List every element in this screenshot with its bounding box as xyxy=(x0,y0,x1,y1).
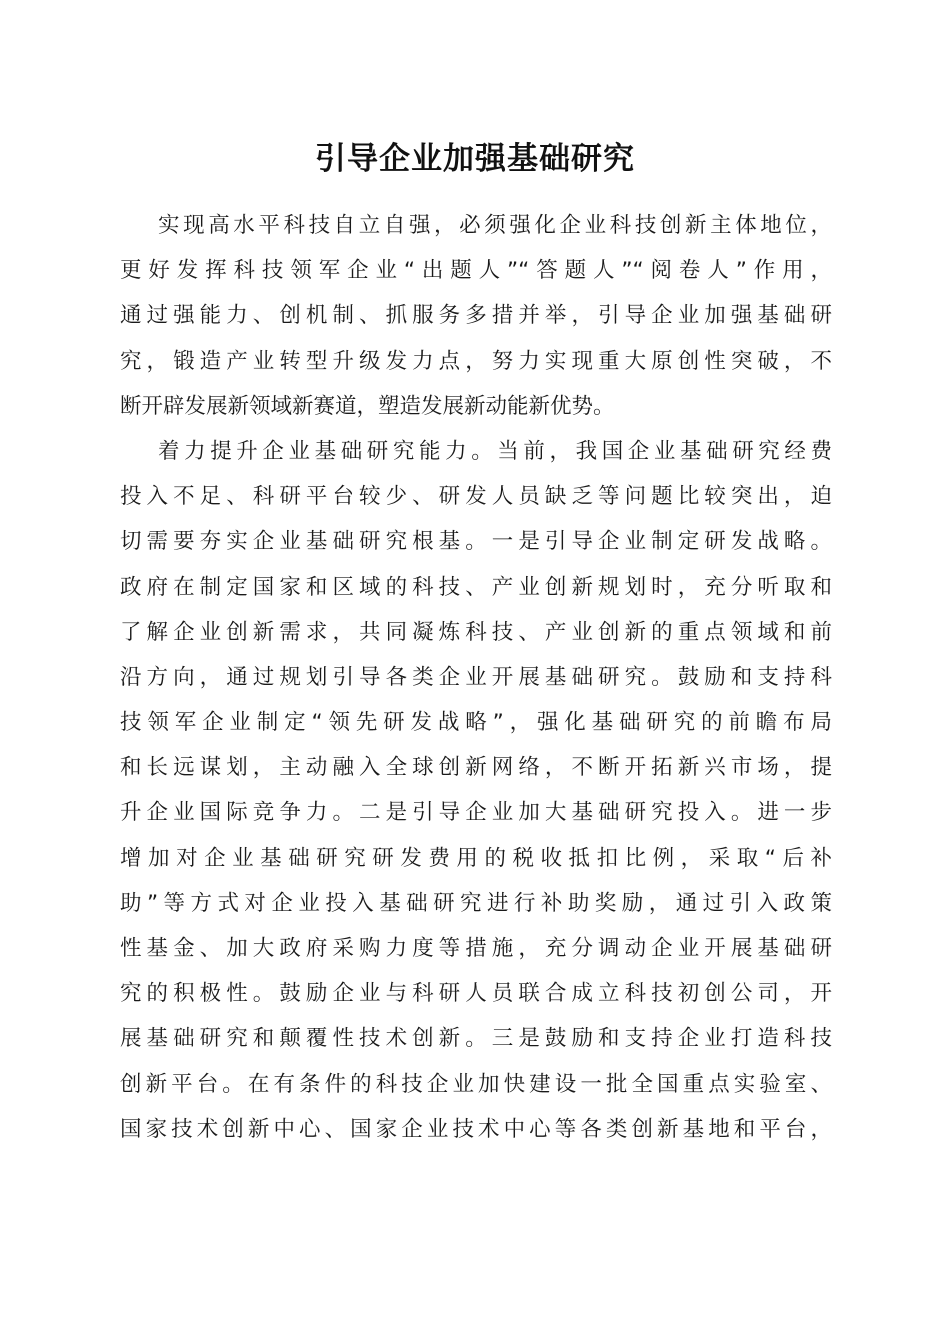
paragraph-line: 创新平台。在有条件的科技企业加快建设一批全国重点实验室、 xyxy=(120,1071,832,1097)
paragraph-line: 着力提升企业基础研究能力。当前，我国企业基础研究经费 xyxy=(158,438,832,464)
paragraph-line: 究的积极性。鼓励企业与科研人员联合成立科技初创公司，开 xyxy=(120,981,832,1007)
paragraph-line: 沿方向，通过规划引导各类企业开展基础研究。鼓励和支持科 xyxy=(120,664,832,690)
paragraph-line: 国家技术创新中心、国家企业技术中心等各类创新基地和平台， xyxy=(120,1116,832,1142)
paragraph-line: 更好发挥科技领军企业“出题人”“答题人”“阅卷人”作用， xyxy=(120,258,832,284)
paragraph-1 xyxy=(120,203,832,429)
paragraph-line: 实现高水平科技自立自强，必须强化企业科技创新主体地位， xyxy=(158,213,832,238)
paragraph-line: 性基金、加大政府采购力度等措施，充分调动企业开展基础研 xyxy=(120,936,832,961)
paragraph-line: 切需要夯实企业基础研究根基。一是引导企业制定研发战略。 xyxy=(120,529,832,555)
document-title: 引导企业加强基础研究 xyxy=(315,141,635,177)
paragraph-line: 政府在制定国家和区域的科技、产业创新规划时，充分听取和 xyxy=(120,574,832,600)
paragraph-line: 投入不足、科研平台较少、研发人员缺乏等问题比较突出，迫 xyxy=(120,484,832,510)
paragraph-line: 了解企业创新需求，共同凝炼科技、产业创新的重点领域和前 xyxy=(120,619,832,645)
paragraph-line: 助”等方式对企业投入基础研究进行补助奖励，通过引入政策 xyxy=(120,890,832,916)
paragraph-line: 升企业国际竞争力。二是引导企业加大基础研究投入。进一步 xyxy=(120,800,832,826)
paragraph-line: 通过强能力、创机制、抓服务多措并举，引导企业加强基础研 xyxy=(120,303,832,329)
paragraph-line: 展基础研究和颠覆性技术创新。三是鼓励和支持企业打造科技 xyxy=(120,1026,832,1052)
paragraph-2 xyxy=(120,429,832,1152)
paragraph-line: 技领军企业制定“领先研发战略”，强化基础研究的前瞻布局 xyxy=(120,710,832,736)
paragraph-line: 究，锻造产业转型升级发力点，努力实现重大原创性突破，不 xyxy=(120,348,832,374)
paragraph-line: 和长远谋划，主动融入全球创新网络，不断开拓新兴市场，提 xyxy=(120,755,832,781)
paragraph-line: 增加对企业基础研究研发费用的税收抵扣比例，采取“后补 xyxy=(120,845,832,871)
document-body xyxy=(120,203,832,1152)
paragraph-line: 断开辟发展新领域新赛道，塑造发展新动能新优势。 xyxy=(120,393,615,419)
